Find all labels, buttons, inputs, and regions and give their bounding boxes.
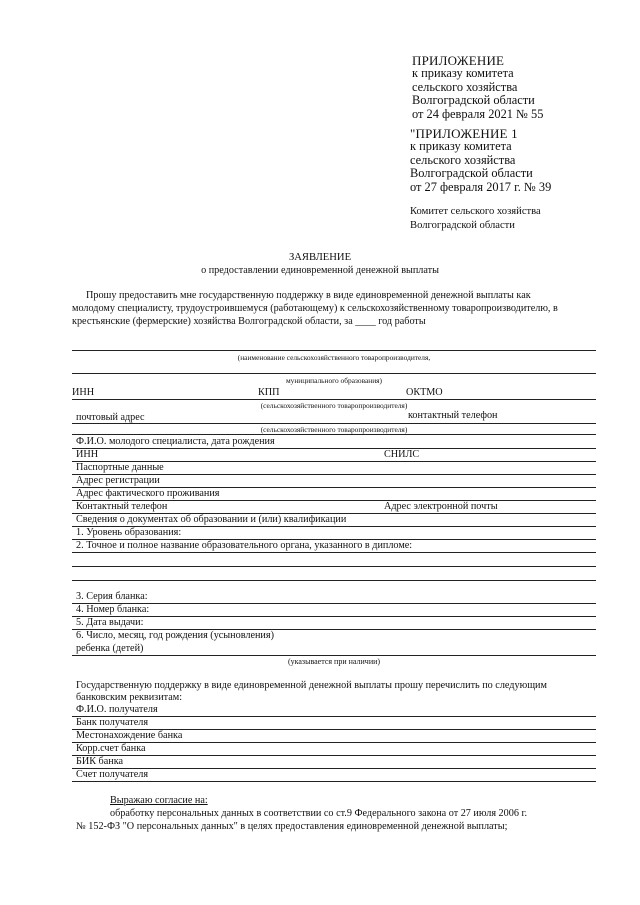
passport-label: Паспортные данные <box>76 462 164 473</box>
producer-name-line[interactable] <box>72 350 596 351</box>
intro-line <box>72 316 426 327</box>
child-birth-line[interactable] <box>72 655 596 656</box>
document-title: ЗАЯВЛЕНИЕ <box>288 252 352 263</box>
document-subtitle: о предоставлении единовременной денежной выплаты <box>201 265 439 276</box>
edu-org-line[interactable] <box>72 552 596 553</box>
committee-addressee <box>410 205 541 233</box>
bank-intro-line: Государственную поддержку в виде единовременной денежной выплаты прошу перечислить по следующим <box>76 680 547 691</box>
appendix-line: к приказу комитета <box>412 66 514 81</box>
child-hint: (указывается при наличии) <box>287 657 381 666</box>
appendix1-line: к приказу комитета <box>410 139 512 154</box>
series-line[interactable] <box>72 603 596 604</box>
inn-kpp-oktmo-line[interactable] <box>72 399 596 400</box>
number-label: 4. Номер бланка: <box>76 604 150 615</box>
intro-text: крестьянские (фермерские) хозяйства Волгоградской области, за <box>72 316 353 327</box>
account-label: Счет получателя <box>76 769 149 780</box>
edu-org-label: 2. Точное и полное название образовательного органа, указанного в дипломе: <box>76 540 413 551</box>
hint-producer-name: (наименование сельскохозяйственного товаропроизводителя, <box>237 353 431 362</box>
corr-account-label: Корр.счет банка <box>76 743 146 754</box>
appendix-title: ПРИЛОЖЕНИЕ <box>412 53 505 68</box>
appendix1-title: "ПРИЛОЖЕНИЕ 1 <box>410 126 518 141</box>
edu-org-line[interactable] <box>72 566 596 567</box>
series-label: 3. Серия бланка: <box>76 591 148 602</box>
producer-oktmo-label: ОКТМО <box>406 387 443 398</box>
bank-name-label: Банк получателя <box>76 717 149 728</box>
intro-line: молодому специалисту, трудоустроившемуся (работающему) к сельскохозяйственному товаропроизводителю, в <box>72 303 558 314</box>
bik-line[interactable] <box>72 768 596 769</box>
appendix1-line: Волгоградской области <box>410 166 533 181</box>
recipient-line[interactable] <box>72 716 596 717</box>
fio-line[interactable] <box>72 448 596 449</box>
municipal-line[interactable] <box>72 373 596 374</box>
consent-line: обработку персональных данных в соответствии со ст.9 Федерального закона от 27 июля 2006 г. <box>110 808 528 819</box>
bank-location-line[interactable] <box>72 742 596 743</box>
hint-producer: (сельскохозяйственного товаропроизводителя) <box>260 401 408 410</box>
appendix1-block <box>410 127 551 194</box>
hint-municipal: муниципального образования) <box>285 376 383 385</box>
bank-intro-line: банковским реквизитам: <box>76 692 183 703</box>
account-line[interactable] <box>72 781 596 782</box>
hint-producer: (сельскохозяйственного товаропроизводителя) <box>260 425 408 434</box>
edu-docs-label: Сведения о документах об образовании и (или) квалификации <box>76 514 347 525</box>
appendix-line: сельского хозяйства <box>412 79 518 94</box>
producer-phone-label: контактный телефон <box>408 410 498 421</box>
bik-label: БИК банка <box>76 756 124 767</box>
intro-line: Прошу предоставить мне государственную поддержку в виде единовременной денежной выплаты как <box>86 290 531 301</box>
edu-org-line[interactable] <box>72 580 596 581</box>
specialist-fio-label: Ф.И.О. молодого специалиста, дата рождения <box>76 436 275 447</box>
committee-line: Комитет сельского хозяйства <box>410 206 541 217</box>
postal-address-label: почтовый адрес <box>76 412 145 423</box>
postal-phone-line[interactable] <box>72 423 596 424</box>
appendix1-line: от 27 февраля 2017 г. № 39 <box>410 179 552 194</box>
producer-inn-label: ИНН <box>72 387 95 398</box>
years-blank[interactable]: ____ <box>355 316 376 327</box>
appendix1-line: сельского хозяйства <box>410 152 516 167</box>
recipient-label: Ф.И.О. получателя <box>76 704 158 715</box>
appendix-line: от 24 февраля 2021 № 55 <box>412 106 544 121</box>
consent-title: Выражаю согласие на: <box>110 795 208 806</box>
section-line <box>72 434 596 435</box>
appendix-block <box>412 54 543 121</box>
issue-date-label: 5. Дата выдачи: <box>76 617 144 628</box>
child-birth-label: ребенка (детей) <box>76 643 144 654</box>
actual-address-label: Адрес фактического проживания <box>76 488 220 499</box>
number-line[interactable] <box>72 616 596 617</box>
edu-level-label: 1. Уровень образования: <box>76 527 182 538</box>
contact-phone-label: Контактный телефон <box>76 501 168 512</box>
intro-text: год работы <box>378 316 426 327</box>
appendix-line: Волгоградской области <box>412 93 535 108</box>
specialist-inn-label: ИНН <box>76 449 99 460</box>
email-label: Адрес электронной почты <box>384 501 498 512</box>
consent-line: № 152-ФЗ "О персональных данных" в целях предоставления единовременной денежной выплаты; <box>76 821 508 832</box>
corr-account-line[interactable] <box>72 755 596 756</box>
child-birth-label: 6. Число, месяц, год рождения (усыновления) <box>76 630 274 641</box>
reg-address-label: Адрес регистрации <box>76 475 160 486</box>
bank-location-label: Местонахождение банка <box>76 730 183 741</box>
committee-line: Волгоградской области <box>410 220 515 231</box>
producer-kpp-label: КПП <box>258 387 280 398</box>
specialist-snils-label: СНИЛС <box>384 449 420 460</box>
